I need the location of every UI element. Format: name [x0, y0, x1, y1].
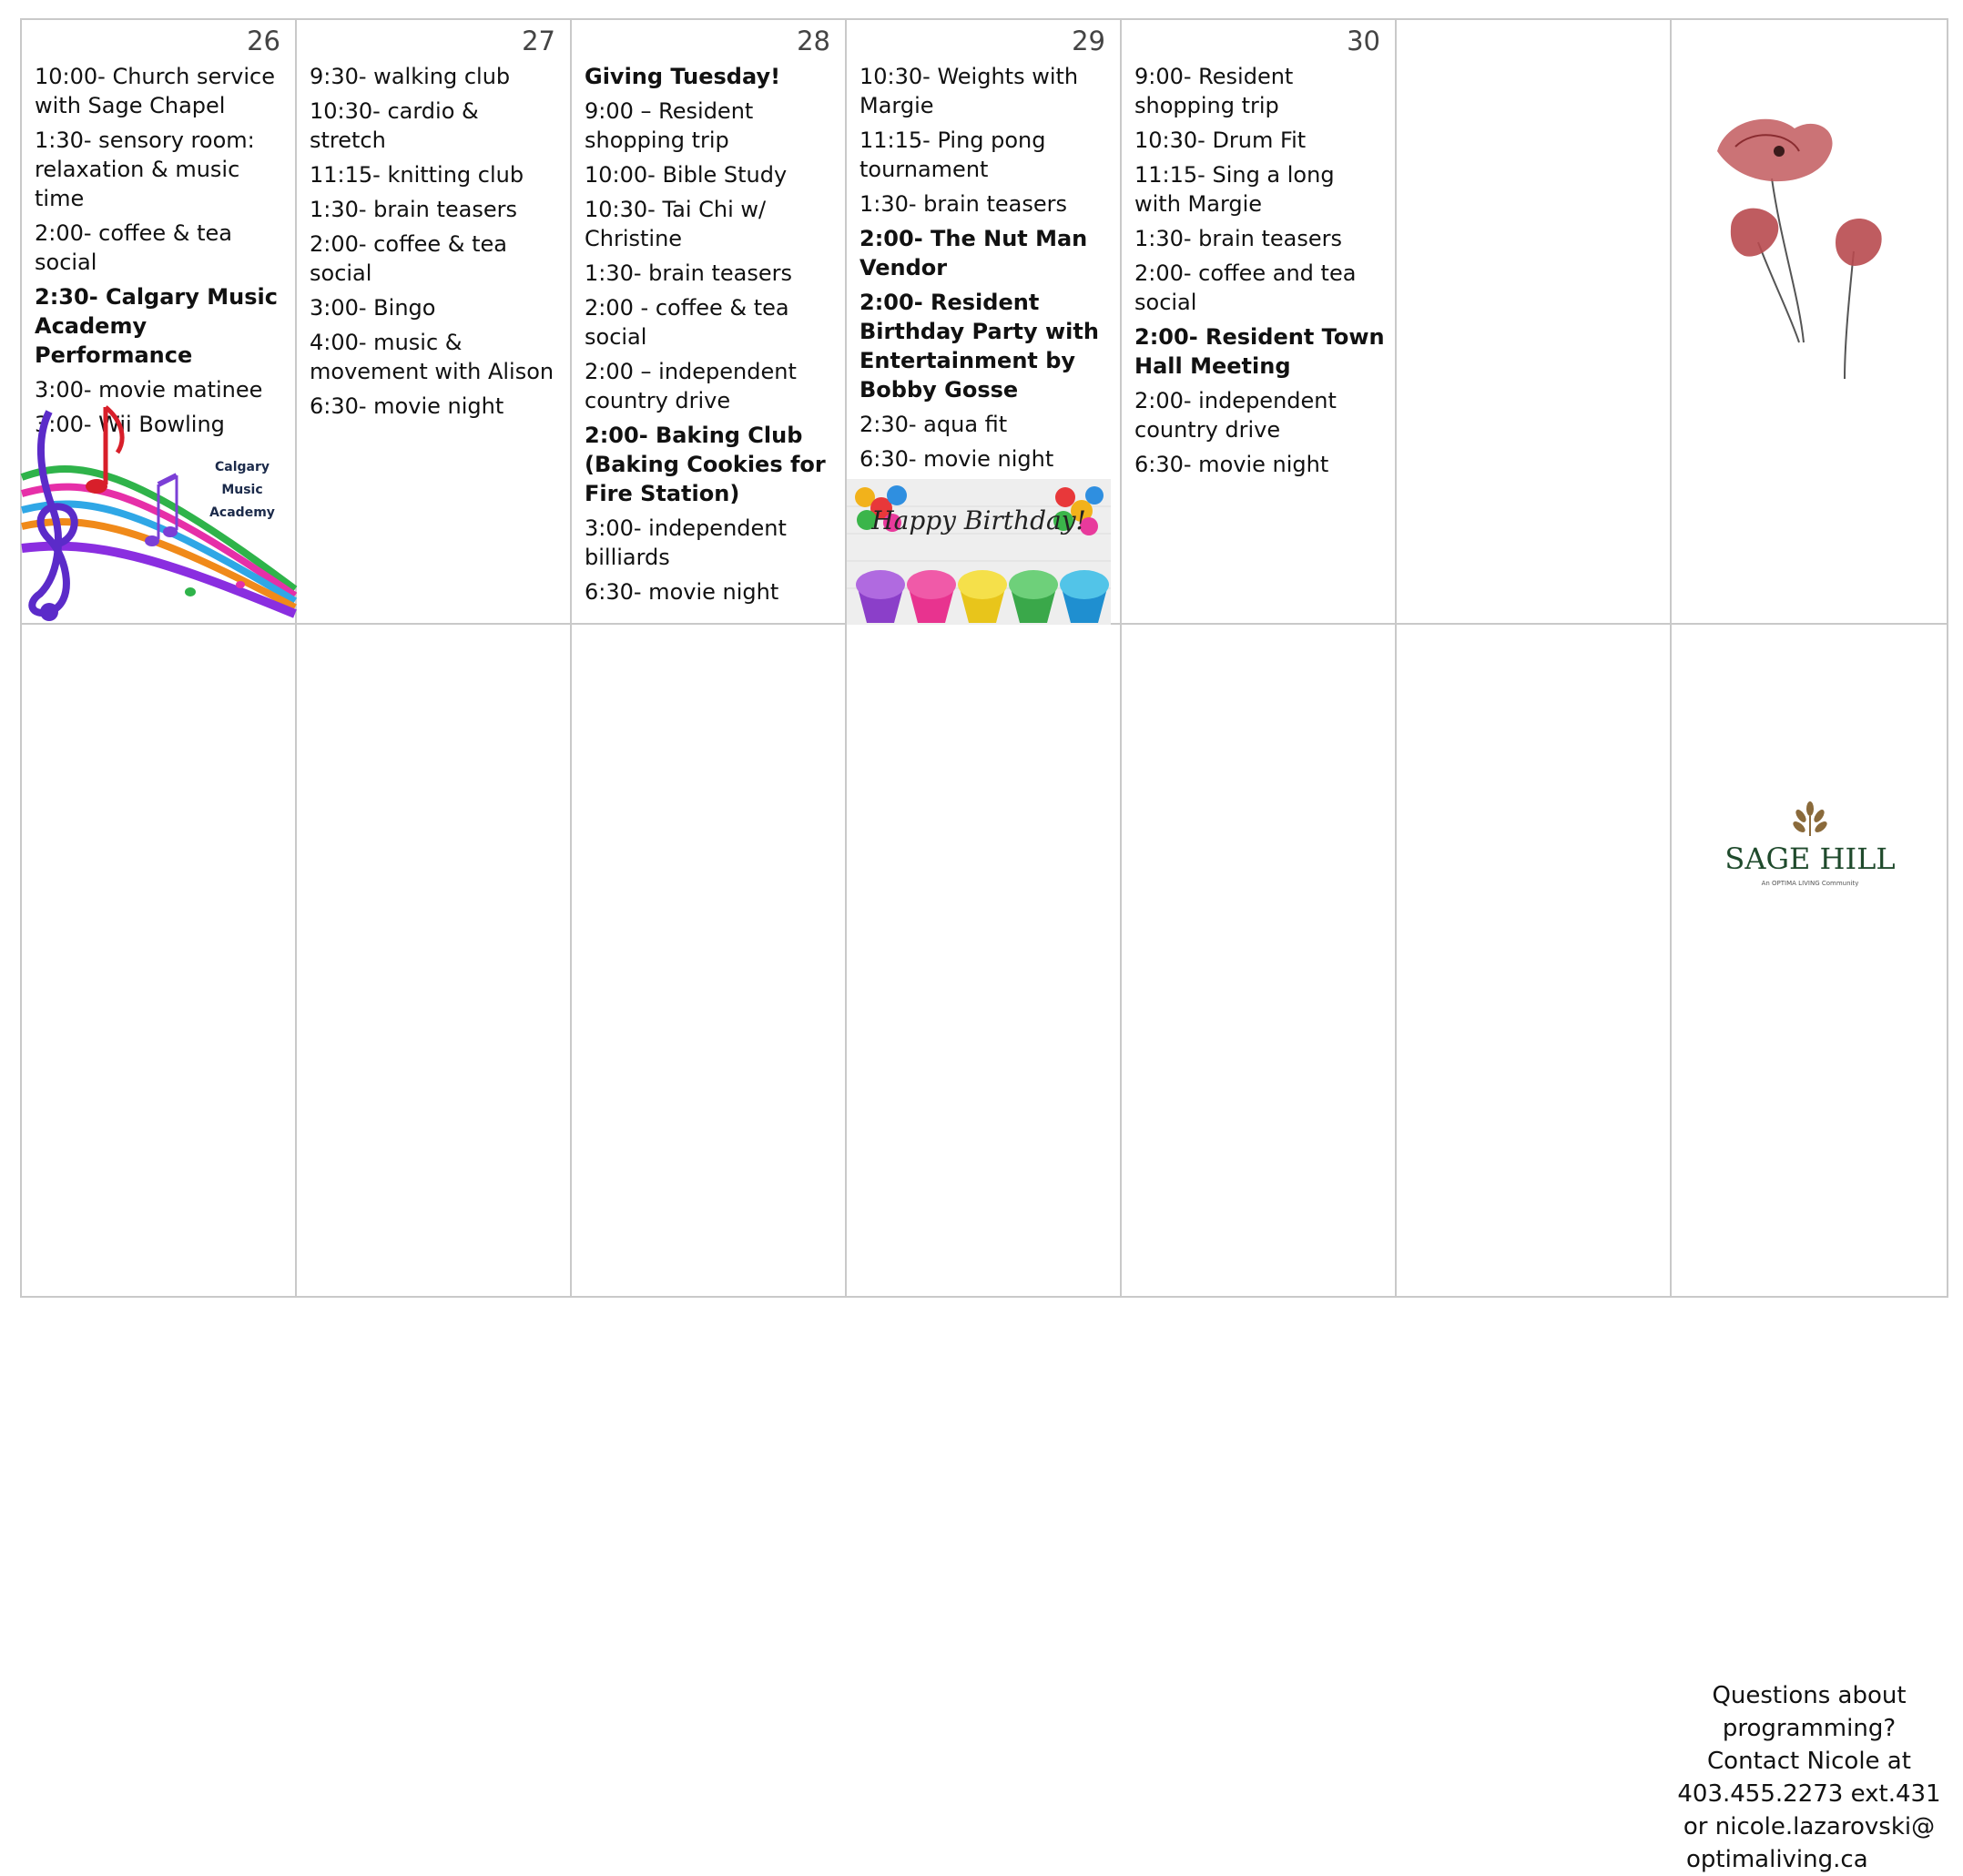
- svg-text:An OPTIMA LIVING Community: An OPTIMA LIVING Community: [1761, 880, 1859, 887]
- event-item: 2:00 – independent country drive: [585, 359, 797, 413]
- svg-text:Academy: Academy: [209, 505, 275, 520]
- event-list: [585, 62, 836, 612]
- event-item: 6:30- movie night: [310, 393, 504, 419]
- event-item: 10:30- cardio & stretch: [310, 98, 479, 153]
- event-item-highlight: 2:00- Baking Club (Baking Cookies for Fire Station): [585, 423, 826, 506]
- event-item: 2:00- coffee and tea social: [1134, 260, 1357, 315]
- day-cell-28: [572, 20, 847, 625]
- event-list: [310, 62, 561, 426]
- contact-email-domain: optimaliving.ca: [1686, 1846, 1868, 1873]
- day-number: 26: [247, 25, 280, 56]
- day-cell-27: [297, 20, 572, 625]
- day-cell-26: [22, 20, 297, 625]
- event-list: [859, 62, 1111, 479]
- event-item: 11:15- knitting club: [310, 162, 524, 188]
- decoration-cell: [1672, 20, 1948, 625]
- contact-line: programming?: [1722, 1715, 1897, 1742]
- calendar-grid: [20, 18, 1948, 1873]
- svg-text:SAGE HILL: SAGE HILL: [1724, 841, 1896, 876]
- poppy-flowers-illustration: [1708, 115, 1908, 388]
- day-cell-30: [1122, 20, 1397, 625]
- event-item: 2:00- coffee & tea social: [310, 231, 507, 286]
- event-item-highlight: Giving Tuesday!: [585, 64, 781, 89]
- empty-cell: [297, 625, 572, 1298]
- event-item-highlight: 2:30- Calgary Music Academy Performance: [35, 284, 278, 368]
- contact-info: [1672, 1679, 1947, 1876]
- event-item: 1:30- brain teasers: [859, 191, 1068, 217]
- event-item: 2:00 - coffee & tea social: [585, 295, 789, 350]
- contact-line: Questions about: [1712, 1682, 1907, 1709]
- event-item-highlight: 2:00- The Nut Man Vendor: [859, 226, 1088, 280]
- event-item: 3:00- Wii Bowling: [35, 412, 225, 437]
- event-item: 11:15- Ping pong tournament: [859, 127, 1046, 182]
- event-item: 6:30- movie night: [585, 579, 779, 605]
- event-item-highlight: 2:00- Resident Town Hall Meeting: [1134, 324, 1385, 379]
- event-item: 9:00 – Resident shopping trip: [585, 98, 754, 153]
- empty-cell: [22, 625, 297, 1298]
- calgary-music-academy-logo: [22, 403, 295, 625]
- contact-phone: 403.455.2273 ext.431: [1677, 1780, 1941, 1808]
- empty-cell: [1122, 625, 1397, 1298]
- empty-cell: [572, 625, 847, 1298]
- empty-cell: [1397, 625, 1672, 1298]
- event-item: 3:00- independent billiards: [585, 515, 787, 570]
- event-item: 1:30- brain teasers: [310, 197, 518, 222]
- event-item: 6:30- movie night: [859, 446, 1054, 472]
- svg-text:Calgary: Calgary: [214, 460, 270, 474]
- event-item-highlight: 2:00- Resident Birthday Party with Entertainment by Bobby Gosse: [859, 290, 1099, 403]
- event-item: 9:00- Resident shopping trip: [1134, 64, 1294, 118]
- day-number: 28: [797, 25, 830, 56]
- sage-hill-logo: [1719, 798, 1901, 898]
- event-item: 3:00- Bingo: [310, 295, 436, 321]
- svg-text:Happy Birthday!: Happy Birthday!: [871, 505, 1086, 535]
- event-item: 9:30- walking club: [310, 64, 511, 89]
- day-number: 29: [1072, 25, 1105, 56]
- contact-email: or nicole.lazarovski@: [1683, 1813, 1936, 1840]
- happy-birthday-image: [847, 479, 1111, 625]
- empty-cell: [1397, 20, 1672, 625]
- leaf-icon: [1791, 801, 1828, 836]
- event-item: 10:00- Church service with Sage Chapel: [35, 64, 275, 118]
- event-item: 11:15- Sing a long with Margie: [1134, 162, 1335, 217]
- event-item: 4:00- music & movement with Alison: [310, 330, 554, 384]
- event-item: 10:00- Bible Study: [585, 162, 788, 188]
- day-cell-29: [847, 20, 1122, 625]
- event-list: [35, 62, 286, 444]
- event-list: [1134, 62, 1386, 484]
- svg-text:Music: Music: [221, 483, 263, 497]
- event-item: 1:30- sensory room: relaxation & music time: [35, 127, 255, 211]
- event-item: 2:00- independent country drive: [1134, 388, 1337, 443]
- empty-cell: [847, 625, 1122, 1298]
- contact-line: Contact Nicole at: [1707, 1748, 1911, 1775]
- event-item: 6:30- movie night: [1134, 452, 1329, 477]
- event-item: 1:30- brain teasers: [1134, 226, 1343, 251]
- event-item: 2:30- aqua fit: [859, 412, 1008, 437]
- event-item: 10:30- Drum Fit: [1134, 127, 1307, 153]
- info-cell: [1672, 625, 1948, 1873]
- event-item: 10:30- Weights with Margie: [859, 64, 1079, 118]
- event-item: 3:00- movie matinee: [35, 377, 263, 403]
- day-number: 27: [522, 25, 555, 56]
- event-item: 1:30- brain teasers: [585, 260, 793, 286]
- event-item: 2:00- coffee & tea social: [35, 220, 232, 275]
- event-item: 10:30- Tai Chi w/ Christine: [585, 197, 767, 251]
- day-number: 30: [1347, 25, 1380, 56]
